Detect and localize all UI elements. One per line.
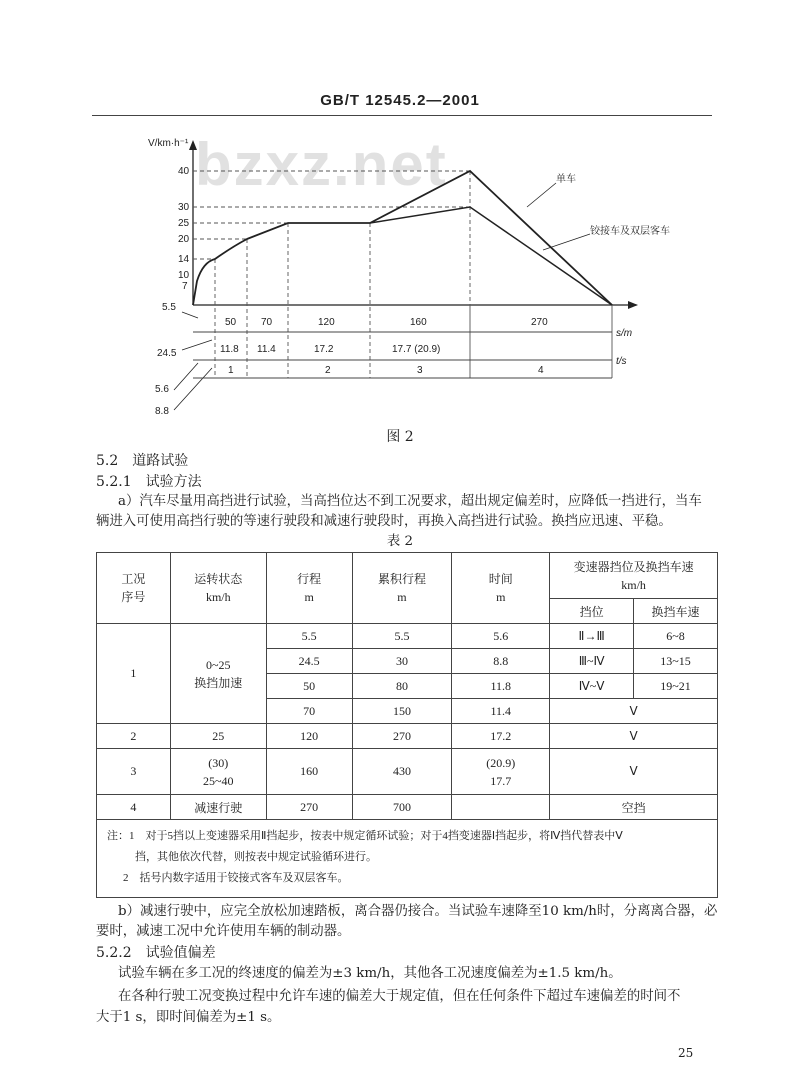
table-cell: 2 — [97, 724, 171, 749]
table-cell: 430 — [352, 749, 452, 795]
paragraph-line: b）减速行驶中，应完全放松加速踏板，离合器仍接合。当试验车速降至10 km/h时，分离离合器，必 — [118, 904, 718, 919]
table-cell: Ⅴ — [550, 699, 718, 724]
table-cell: (20.9) 17.7 — [452, 749, 550, 795]
table-cell: 减速行驶 — [170, 795, 266, 820]
table-cell: Ⅴ — [550, 749, 718, 795]
table-cell: (30) 25~40 — [170, 749, 266, 795]
standard-code-header: GB/T 12545.2—2001 — [320, 92, 480, 109]
legend-articulated: 铰接车及双层客车 — [590, 226, 670, 237]
distance-label: 120 — [318, 317, 335, 328]
y-axis-arrow — [189, 140, 197, 150]
table-cell: 5.5 — [266, 624, 352, 649]
distance-label: 50 — [225, 317, 237, 328]
cycle-table — [96, 552, 718, 898]
table-cell: 空挡 — [550, 795, 718, 820]
time-label: 11.8 — [220, 344, 239, 355]
header-cell: 运转状态 km/h — [170, 553, 266, 624]
y-tick: 40 — [178, 166, 190, 177]
table-cell: 13~15 — [634, 649, 718, 674]
time-label: 17.7 (20.9) — [392, 344, 441, 355]
header-cell: 累积行程 m — [352, 553, 452, 624]
left-label: 24.5 — [157, 348, 177, 359]
single-vehicle-curve — [193, 171, 612, 305]
paragraph-line: 在各种行驶工况变换过程中允许车速的偏差大于规定值，但在任何条件下超过车速偏差的时间不 — [118, 989, 681, 1004]
table-cell — [452, 795, 550, 820]
y-tick: 10 — [178, 270, 190, 281]
table-title: 表 2 — [386, 534, 414, 549]
distance-label: 160 — [410, 317, 427, 328]
t-axis-label: t/s — [616, 356, 627, 367]
table-cell: 25 — [170, 724, 266, 749]
header-rule — [92, 115, 712, 116]
phase-label: 3 — [417, 365, 423, 376]
y-tick: 14 — [178, 254, 190, 265]
table-row — [97, 624, 718, 649]
y-tick: 7 — [182, 281, 188, 292]
table-cell: Ⅳ~Ⅴ — [550, 674, 634, 699]
table-notes-cell — [97, 820, 718, 898]
phase-label: 4 — [538, 365, 544, 376]
table-cell: 11.4 — [452, 699, 550, 724]
table-cell: 8.8 — [452, 649, 550, 674]
y-tick: 20 — [178, 234, 190, 245]
y-tick: 25 — [178, 218, 190, 229]
x-axis-arrow — [628, 301, 638, 309]
legend-single: 单车 — [556, 174, 576, 185]
table-cell: 6~8 — [634, 624, 718, 649]
paragraph-line: 大于1 s，即时间偏差为±1 s。 — [96, 1010, 281, 1025]
page-number: 25 — [678, 1046, 694, 1060]
legend-leader — [527, 183, 556, 207]
paragraph-line: 试验车辆在多工况的终速度的偏差为±3 km/h，其他各工况速度偏差为±1.5 km/h。 — [118, 966, 622, 981]
table-cell: 3 — [97, 749, 171, 795]
paragraph-line: a）汽车尽量用高挡进行试验，当高挡位达不到工况要求，超出规定偏差时，应降低一挡进行，当车 — [118, 494, 702, 509]
header-cell: 时间 m — [452, 553, 550, 624]
header-cell: 工况 序号 — [97, 553, 171, 624]
note-line: 2 括号内数字适用于铰接式客车及双层客车。 — [123, 872, 349, 884]
table-row — [97, 749, 718, 795]
table-cell: 30 — [352, 649, 452, 674]
table-row — [97, 795, 718, 820]
table-cell: 150 — [352, 699, 452, 724]
table-cell: 24.5 — [266, 649, 352, 674]
distance-label: 270 — [531, 317, 548, 328]
header-cell: 行程 m — [266, 553, 352, 624]
table-cell: 19~21 — [634, 674, 718, 699]
table-row — [97, 724, 718, 749]
table-cell: 80 — [352, 674, 452, 699]
distance-label: 70 — [261, 317, 273, 328]
y-tick: 30 — [178, 202, 190, 213]
header-cell: 换挡车速 — [634, 599, 718, 624]
phase-label: 2 — [325, 365, 331, 376]
table-cell: 11.8 — [452, 674, 550, 699]
left-label: 8.8 — [155, 406, 169, 417]
time-label: 17.2 — [314, 344, 334, 355]
table-cell: 160 — [266, 749, 352, 795]
table-cell: 270 — [266, 795, 352, 820]
note-line: 挡，其他依次代替，则按表中规定试验循环进行。 — [135, 851, 377, 863]
section-title: 5.2.2 试验值偏差 — [96, 945, 216, 961]
y-axis-label: V/km·h⁻¹ — [148, 138, 189, 149]
time-label: 11.4 — [257, 344, 276, 355]
section-title: 5.2.1 试验方法 — [96, 474, 202, 490]
table-cell: Ⅱ→Ⅲ — [550, 624, 634, 649]
paragraph-line: 要时，减速工况中允许使用车辆的制动器。 — [96, 924, 351, 939]
s-axis-label: s/m — [616, 328, 633, 339]
driving-cycle-figure — [140, 125, 700, 425]
table-cell: 5.5 — [352, 624, 452, 649]
header-cell: 挡位 — [550, 599, 634, 624]
table-cell: 270 — [352, 724, 452, 749]
left-label: 5.6 — [155, 384, 169, 395]
table-cell: 700 — [352, 795, 452, 820]
note-line: 注：1 对于5挡以上变速器采用Ⅱ挡起步，按表中规定循环试验；对于4挡变速器Ⅰ挡起步，将Ⅳ挡代替表中Ⅴ — [107, 830, 623, 842]
left-label: 5.5 — [162, 302, 176, 313]
table-cell: 50 — [266, 674, 352, 699]
articulated-vehicle-curve — [370, 207, 612, 305]
watermark: bzxz.net — [195, 131, 448, 198]
table-cell: 4 — [97, 795, 171, 820]
header-cell: 变速器挡位及换挡车速 km/h — [550, 553, 718, 599]
table-cell: 17.2 — [452, 724, 550, 749]
section-title: 5.2 道路试验 — [96, 453, 189, 469]
figure-caption: 图 2 — [386, 429, 414, 445]
table-cell: 1 — [97, 624, 171, 724]
table-header-row — [97, 553, 718, 599]
phase-label: 1 — [228, 365, 234, 376]
table-cell: 70 — [266, 699, 352, 724]
legend-leader — [543, 234, 590, 250]
table-notes-row — [97, 820, 718, 898]
table-cell: 0~25 换挡加速 — [170, 624, 266, 724]
table-cell: 5.6 — [452, 624, 550, 649]
table-cell: Ⅴ — [550, 724, 718, 749]
paragraph-line: 辆进入可使用高挡行驶的等速行驶段和减速行驶段时，再换入高挡进行试验。换挡应迅速、平稳。 — [96, 514, 672, 529]
table-cell: Ⅲ~Ⅳ — [550, 649, 634, 674]
table-cell: 120 — [266, 724, 352, 749]
